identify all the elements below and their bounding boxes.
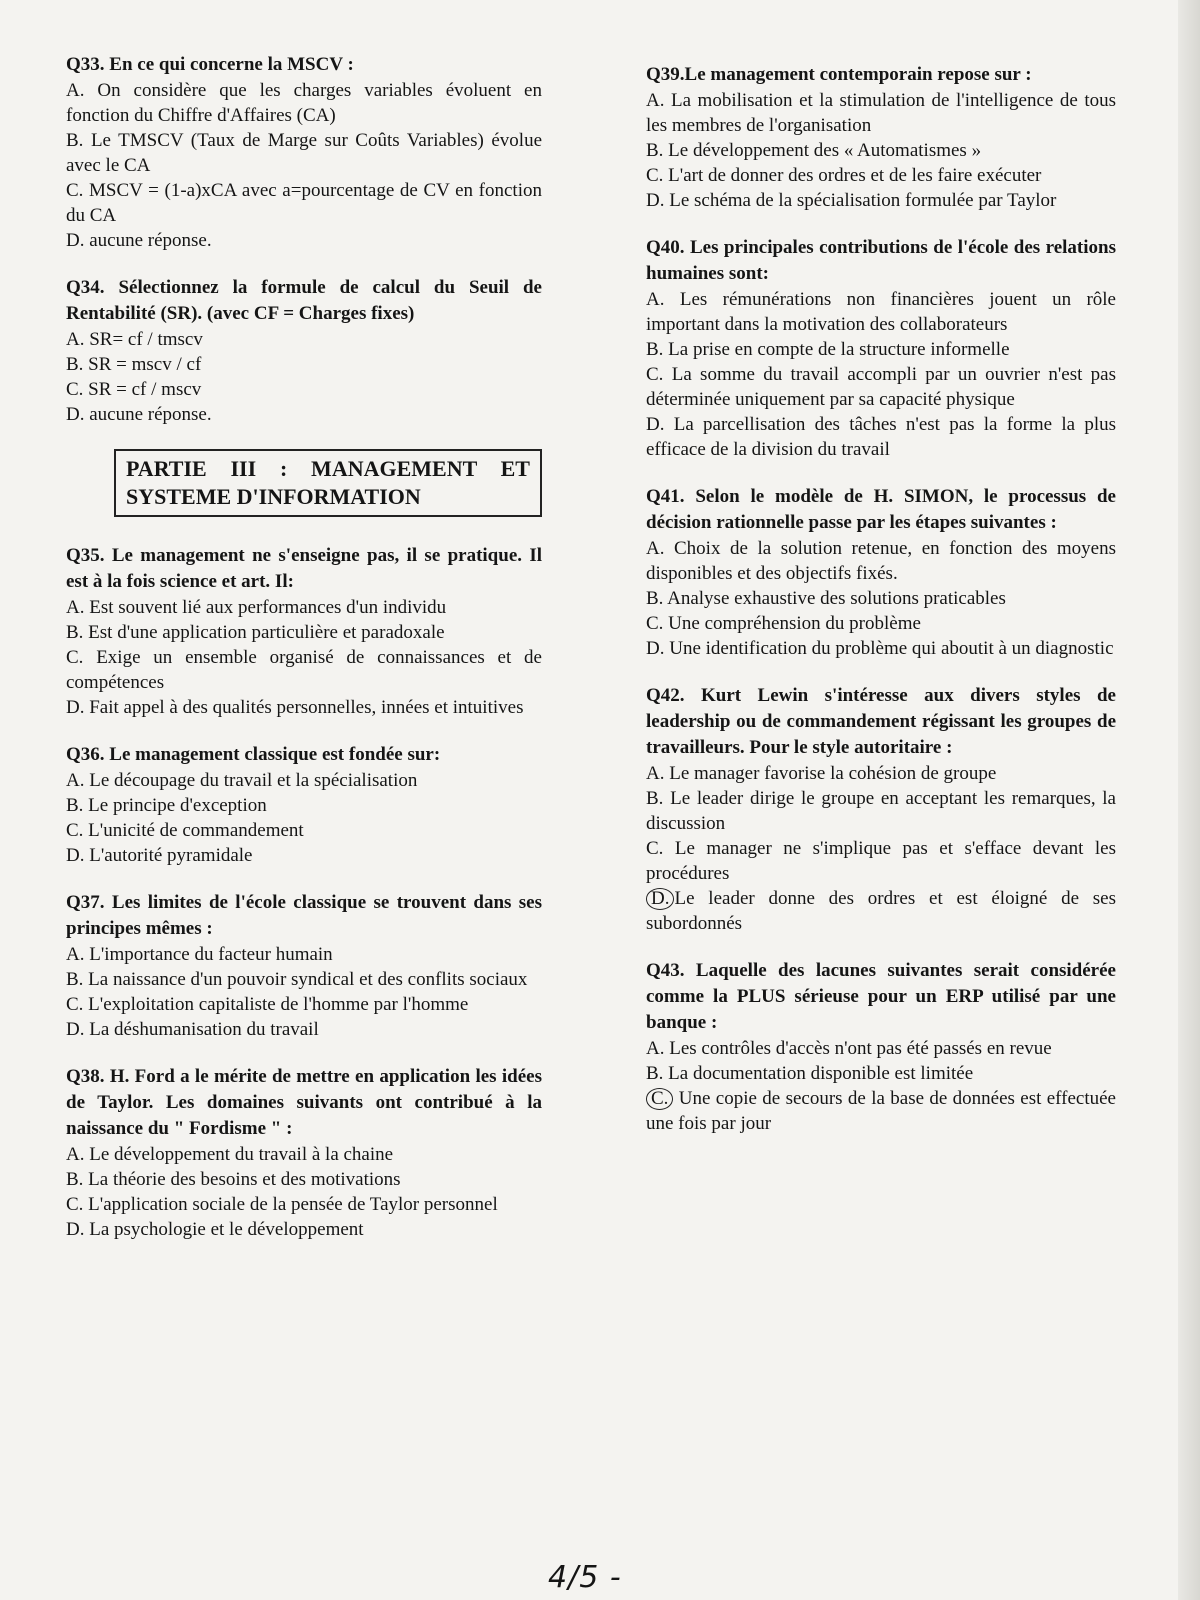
option-c: C. L'unicité de commandement: [66, 820, 304, 841]
question-title: Q36. Le management classique est fondée sur:: [66, 744, 441, 765]
question-title: Q43. Laquelle des lacunes suivantes serait considérée comme la PLUS sérieuse pour un ERP utilisé par une banque :: [646, 960, 1116, 1033]
option-d: D. aucune réponse.: [66, 230, 212, 251]
option-b: B. Analyse exhaustive des solutions praticables: [646, 588, 1006, 609]
option-b: B. La prise en compte de la structure informelle: [646, 339, 1010, 360]
option-text: Le leader donne des ordres et est éloigné de ses subordonnés: [646, 888, 1116, 934]
option-c: C. L'exploitation capitaliste de l'homme par l'homme: [66, 994, 469, 1015]
option-c-circled: [646, 1086, 1116, 1136]
option-c: C. MSCV = (1-a)xCA avec a=pourcentage de CV en fonction du CA: [66, 180, 542, 226]
option-a: A. On considère que les charges variables évoluent en fonction du Chiffre d'Affaires (CA): [66, 80, 542, 126]
page-edge-shadow: [1178, 0, 1200, 1600]
option-d: D. Fait appel à des qualités personnelles, innées et intuitives: [66, 697, 524, 718]
option-a: A. Les contrôles d'accès n'ont pas été passés en revue: [646, 1038, 1052, 1059]
option-a: A. SR= cf / tmscv: [66, 329, 203, 350]
option-d: D. Une identification du problème qui aboutit à un diagnostic: [646, 638, 1114, 659]
option-d: D. L'autorité pyramidale: [66, 845, 253, 866]
option-a: A. L'importance du facteur humain: [66, 944, 333, 965]
option-a: A. Le découpage du travail et la spécialisation: [66, 770, 418, 791]
question-title: Q40. Les principales contributions de l'école des relations humaines sont:: [646, 237, 1116, 284]
question-title: Q35. Le management ne s'enseigne pas, il se pratique. Il est à la fois science et art. Il:: [66, 545, 542, 592]
option-b: B. Est d'une application particulière et paradoxale: [66, 622, 445, 643]
option-b: B. Le TMSCV (Taux de Marge sur Coûts Variables) évolue avec le CA: [66, 130, 542, 176]
option-a: A. Est souvent lié aux performances d'un individu: [66, 597, 447, 618]
question-42: [646, 683, 1116, 936]
option-a: A. Le manager favorise la cohésion de groupe: [646, 763, 997, 784]
option-b: B. Le principe d'exception: [66, 795, 267, 816]
option-c: C. Le manager ne s'implique pas et s'efface devant les procédures: [646, 838, 1116, 884]
option-d: D. La psychologie et le développement: [66, 1219, 364, 1240]
option-b: B. La naissance d'un pouvoir syndical et des conflits sociaux: [66, 969, 528, 990]
question-title: Q41. Selon le modèle de H. SIMON, le processus de décision rationnelle passe par les étapes suivantes :: [646, 486, 1116, 533]
question-title: Q37. Les limites de l'école classique se trouvent dans ses principes mêmes :: [66, 892, 542, 939]
question-33: [66, 52, 542, 253]
option-b: B. SR = mscv / cf: [66, 354, 202, 375]
option-d: D. aucune réponse.: [66, 404, 212, 425]
option-text: Une copie de secours de la base de données est effectuée une fois par jour: [646, 1088, 1116, 1134]
option-b: B. La théorie des besoins et des motivations: [66, 1169, 401, 1190]
question-title: Q34. Sélectionnez la formule de calcul du Seuil de Rentabilité (SR). (avec CF = Charges fixes): [66, 277, 542, 324]
option-a: A. Choix de la solution retenue, en fonction des moyens disponibles et des objectifs fixés.: [646, 538, 1116, 584]
question-title: Q42. Kurt Lewin s'intéresse aux divers styles de leadership ou de commandement régissant les groupes de travailleurs. Pour le style autoritaire :: [646, 685, 1116, 758]
left-column: [66, 52, 542, 1264]
question-title: Q38. H. Ford a le mérite de mettre en application les idées de Taylor. Les domaines suivants ont contribué à la naissance du " Fordisme " :: [66, 1066, 542, 1139]
option-b: B. Le leader dirige le groupe en acceptant les remarques, la discussion: [646, 788, 1116, 834]
option-c: C. La somme du travail accompli par un ouvrier n'est pas déterminée uniquement par sa capacité physique: [646, 364, 1116, 410]
question-39: [646, 62, 1116, 213]
option-c: C. Une compréhension du problème: [646, 613, 921, 634]
option-d-circled: [646, 886, 1116, 936]
option-b: B. Le développement des « Automatismes »: [646, 140, 982, 161]
question-43: [646, 958, 1116, 1136]
option-a: A. La mobilisation et la stimulation de l'intelligence de tous les membres de l'organisation: [646, 90, 1116, 136]
question-36: [66, 742, 542, 868]
question-title: Q33. En ce qui concerne la MSCV :: [66, 54, 354, 75]
question-37: [66, 890, 542, 1042]
option-c: C. L'application sociale de la pensée de Taylor personnel: [66, 1194, 498, 1215]
question-40: [646, 235, 1116, 462]
right-column: [646, 62, 1116, 1158]
circled-answer-mark: D.: [646, 888, 674, 910]
option-a: A. Les rémunérations non financières jouent un rôle important dans la motivation des collaborateurs: [646, 289, 1116, 335]
option-a: A. Le développement du travail à la chaine: [66, 1144, 394, 1165]
section-title-box: PARTIE III : MANAGEMENT ET SYSTEME D'INFORMATION: [114, 449, 542, 517]
question-38: [66, 1064, 542, 1242]
option-c: C. Exige un ensemble organisé de connaissances et de compétences: [66, 647, 542, 693]
option-d: D. La déshumanisation du travail: [66, 1019, 319, 1040]
option-d: D. La parcellisation des tâches n'est pas la forme la plus efficace de la division du travail: [646, 414, 1116, 460]
question-41: [646, 484, 1116, 661]
question-34: [66, 275, 542, 427]
option-c: C. L'art de donner des ordres et de les faire exécuter: [646, 165, 1042, 186]
page-number: 4/5 -: [548, 1560, 622, 1595]
option-b: B. La documentation disponible est limitée: [646, 1063, 974, 1084]
question-35: [66, 543, 542, 720]
question-title: Q39.Le management contemporain repose sur :: [646, 64, 1032, 85]
option-c: C. SR = cf / mscv: [66, 379, 202, 400]
circled-answer-mark: C.: [646, 1088, 673, 1110]
option-d: D. Le schéma de la spécialisation formulée par Taylor: [646, 190, 1057, 211]
